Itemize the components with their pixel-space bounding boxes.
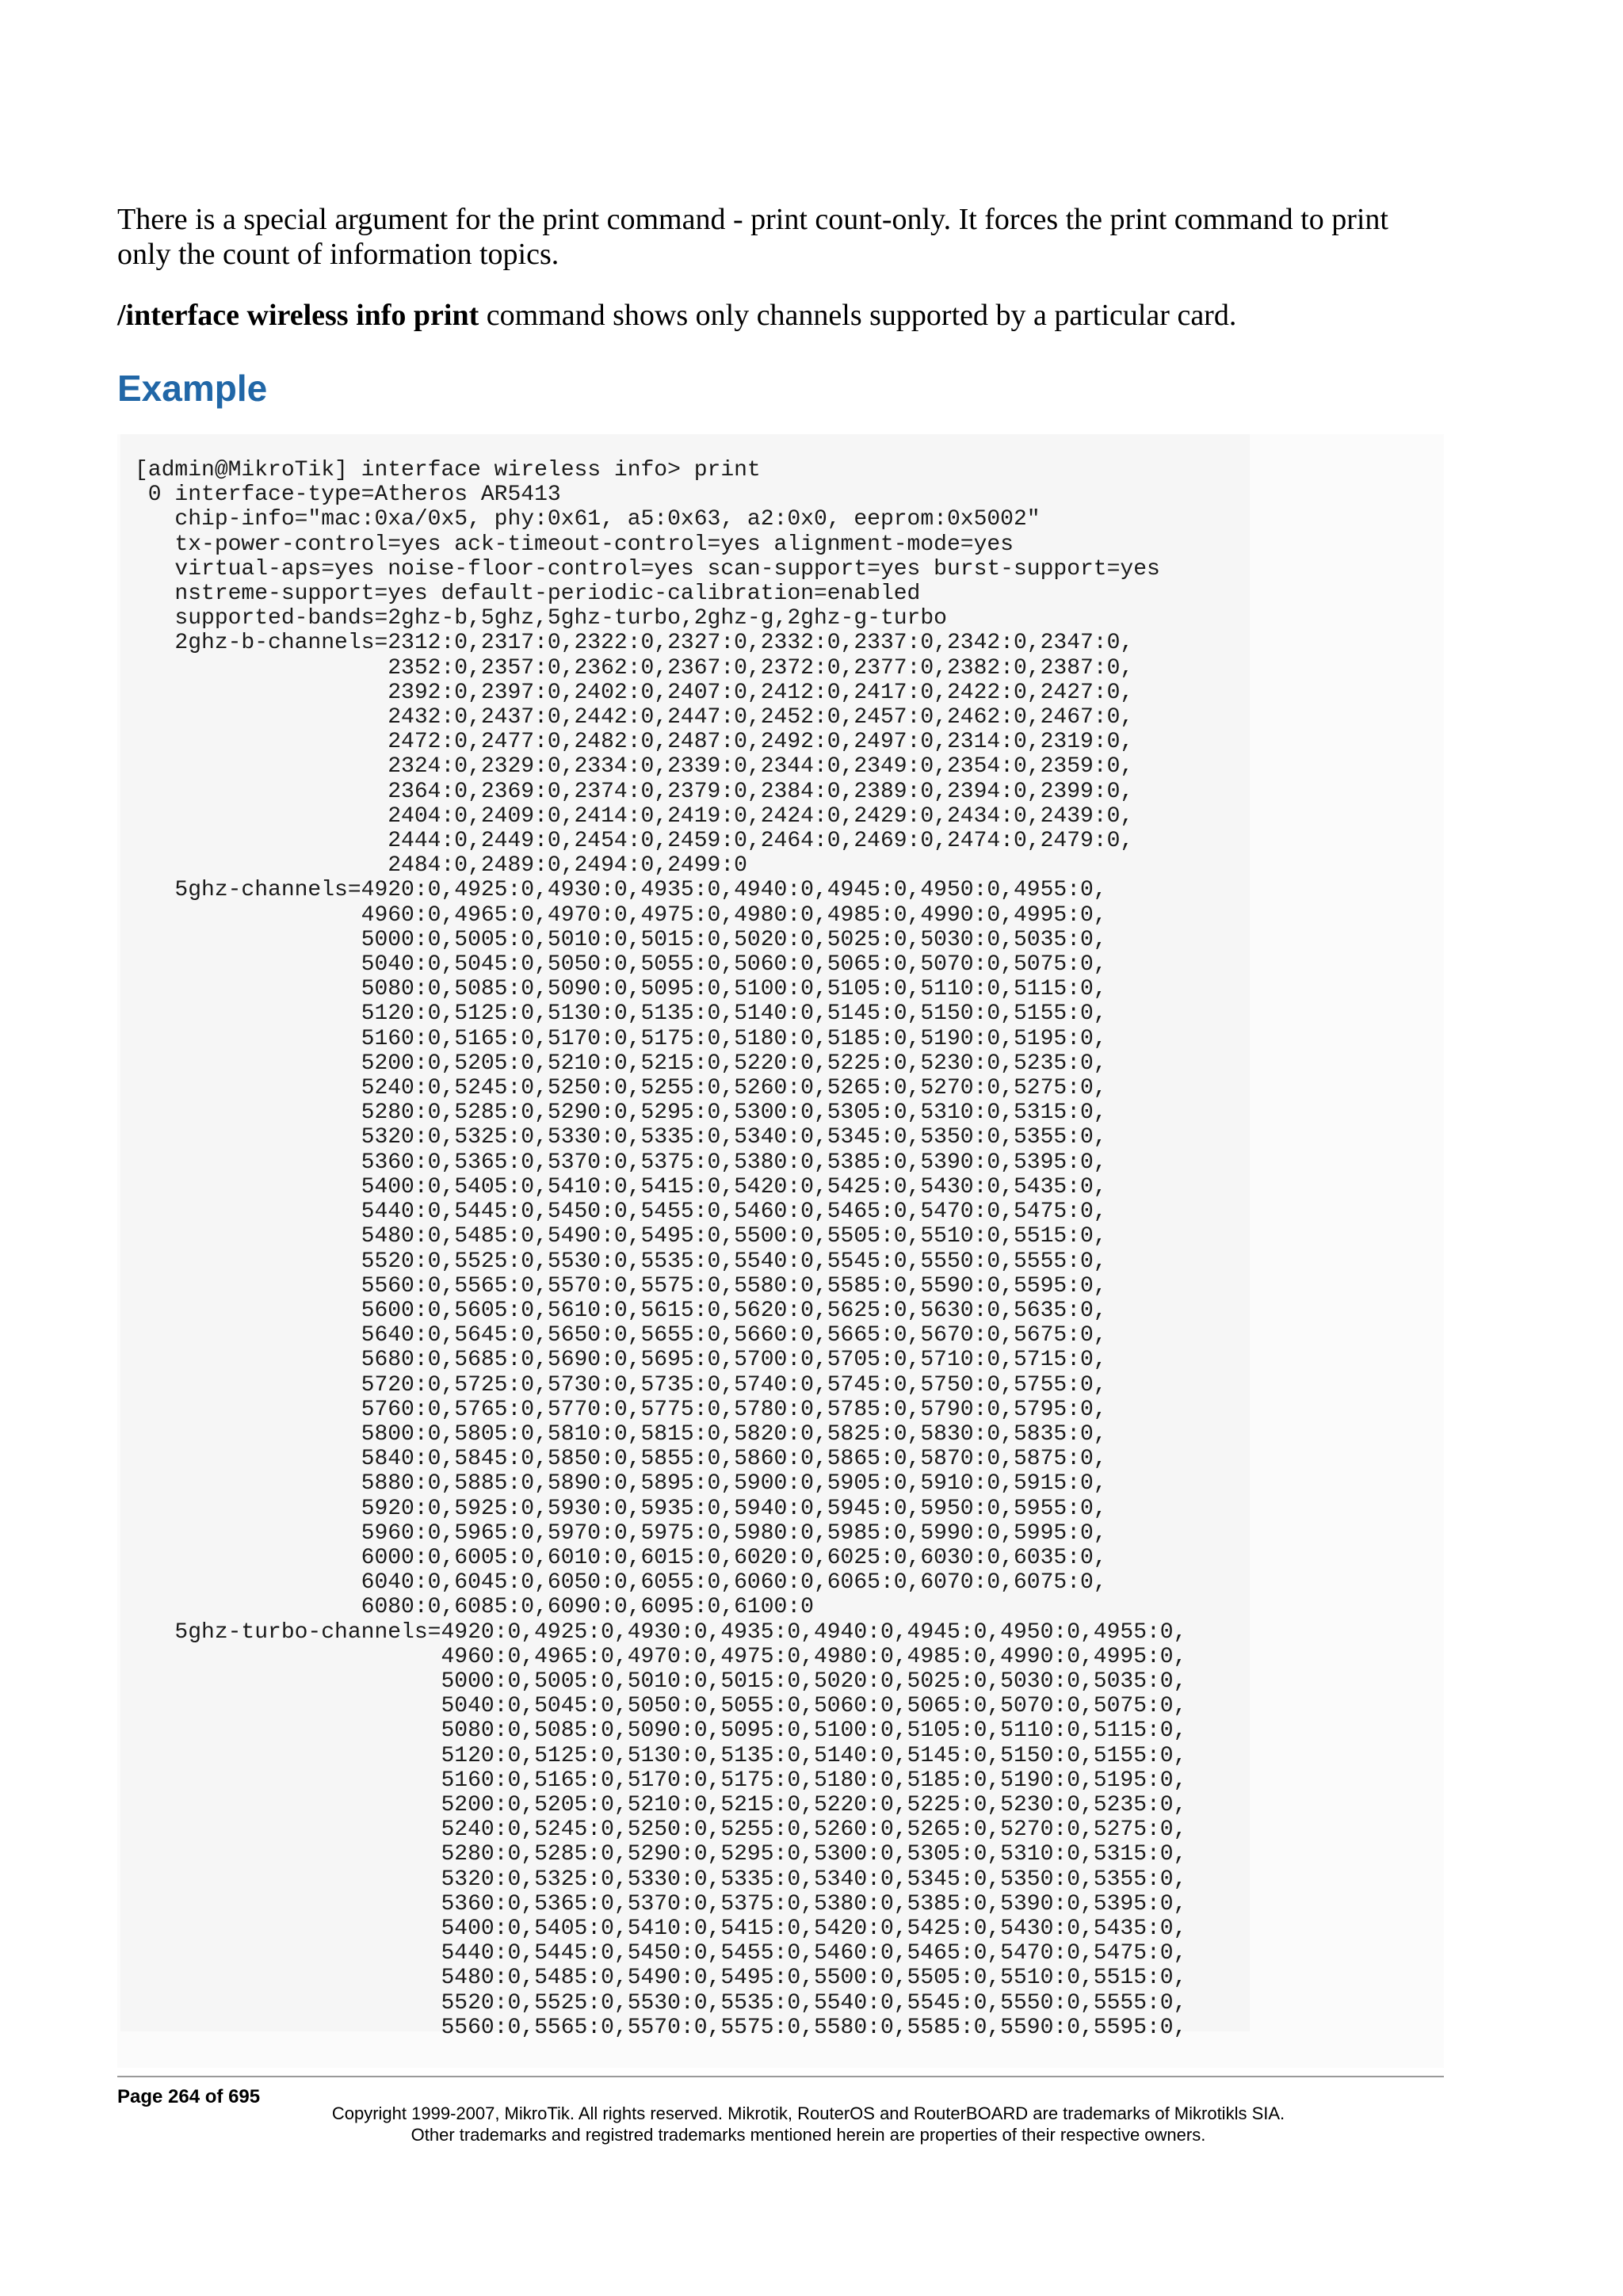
footer-divider [117, 2076, 1444, 2077]
command-name: /interface wireless info print [117, 299, 479, 332]
intro-paragraph-count-only: There is a special argument for the print command - print count-only. It forces the print command to print only the count of information topics. [117, 203, 1388, 271]
command-description: command shows only channels supported by a particular card. [479, 299, 1237, 332]
section-heading: Example [117, 368, 268, 409]
code-block: [admin@MikroTik] interface wireless info> print 0 interface-type=Atheros AR5413 chip-info="mac:0xa/0x5, phy:0x61, a5:0x63, a2:0x0, eeprom:0x5002" tx-power-control=yes ack-timeout-control=yes alignment-mode=yes virtual-aps=yes noise-floor-control=yes scan-support=yes burst-support=yes nstreme-support=yes default-periodic-calibration=enabled supported-bands=2ghz-b,5ghz,5ghz-turbo,2ghz-g,2ghz-g-turbo 2ghz-b-channels=2312:0,2317:0,2322:0,2327:0,2332:0,2337:0,2342:0,2347:0, 2352:0,2357:0,2362:0,2367:0,2372:0,2377:0,2382:0,2387:0, 2392:0,2397:0,2402:0,2407:0,2412:0,2417:0,2422:0,2427:0, 2432:0,2437:0,2442:0,2447:0,2452:0,2457:0,2462:0,2467:0, 2472:0,2477:0,2482:0,2487:0,2492:0,2497:0,2314:0,2319:0, 2324:0,2329:0,2334:0,2339:0,2344:0,2349:0,2354:0,2359:0, 2364:0,2369:0,2374:0,2379:0,2384:0,2389:0,2394:0,2399:0, 2404:0,2409:0,2414:0,2419:0,2424:0,2429:0,2434:0,2439:0, 2444:0,2449:0,2454:0,2459:0,2464:0,2469:0,2474:0,2479:0, 2484:0,2489:0,2494:0,2499:0 5ghz-channels=4920:0,4925:0,4930:0,4935:0,4940:0,4945:0,4950:0,4955:0, 4960:0,4965:0,4970:0,4975:0,4980:0,4985:0,4990:0,4995:0, 5000:0,5005:0,5010:0,5015:0,5020:0,5025:0,5030:0,5035:0, 5040:0,5045:0,5050:0,5055:0,5060:0,5065:0,5070:0,5075:0, 5080:0,5085:0,5090:0,5095:0,5100:0,5105:0,5110:0,5115:0, 5120:0,5125:0,5130:0,5135:0,5140:0,5145:0,5150:0,5155:0, 5160:0,5165:0,5170:0,5175:0,5180:0,5185:0,5190:0,5195:0, 5200:0,5205:0,5210:0,5215:0,5220:0,5225:0,5230:0,5235:0, 5240:0,5245:0,5250:0,5255:0,5260:0,5265:0,5270:0,5275:0, 5280:0,5285:0,5290:0,5295:0,5300:0,5305:0,5310:0,5315:0, 5320:0,5325:0,5330:0,5335:0,5340:0,5345:0,5350:0,5355:0, 5360:0,5365:0,5370:0,5375:0,5380:0,5385:0,5390:0,5395:0, 5400:0,5405:0,5410:0,5415:0,5420:0,5425:0,5430:0,5435:0, 5440:0,5445:0,5450:0,5455:0,5460:0,5465:0,5470:0,5475:0, 5480:0,5485:0,5490:0,5495:0,5500:0,5505:0,5510:0,5515:0, 5520:0,5525:0,5530:0,5535:0,5540:0,5545:0,5550:0,5555:0, 5560:0,5565:0,5570:0,5575:0,5580:0,5585:0,5590:0,5595:0, 5600:0,5605:0,5610:0,5615:0,5620:0,5625:0,5630:0,5635:0, 5640:0,5645:0,5650:0,5655:0,5660:0,5665:0,5670:0,5675:0, 5680:0,5685:0,5690:0,5695:0,5700:0,5705:0,5710:0,5715:0, 5720:0,5725:0,5730:0,5735:0,5740:0,5745:0,5750:0,5755:0, 5760:0,5765:0,5770:0,5775:0,5780:0,5785:0,5790:0,5795:0, 5800:0,5805:0,5810:0,5815:0,5820:0,5825:0,5830:0,5835:0, 5840:0,5845:0,5850:0,5855:0,5860:0,5865:0,5870:0,5875:0, 5880:0,5885:0,5890:0,5895:0,5900:0,5905:0,5910:0,5915:0, 5920:0,5925:0,5930:0,5935:0,5940:0,5945:0,5950:0,5955:0, 5960:0,5965:0,5970:0,5975:0,5980:0,5985:0,5990:0,5995:0, 6000:0,6005:0,6010:0,6015:0,6020:0,6025:0,6030:0,6035:0, 6040:0,6045:0,6050:0,6055:0,6060:0,6065:0,6070:0,6075:0, 6080:0,6085:0,6090:0,6095:0,6100:0 5ghz-turbo-channels=4920:0,4925:0,4930:0,4935:0,4940:0,4945:0,4950:0,4955:0, 4960:0,4965:0,4970:0,4975:0,4980:0,4985:0,4990:0,4995:0, 5000:0,5005:0,5010:0,5015:0,5020:0,5025:0,5030:0,5035:0, 5040:0,5045:0,5050:0,5055:0,5060:0,5065:0,5070:0,5075:0, 5080:0,5085:0,5090:0,5095:0,5100:0,5105:0,5110:0,5115:0, 5120:0,5125:0,5130:0,5135:0,5140:0,5145:0,5150:0,5155:0, 5160:0,5165:0,5170:0,5175:0,5180:0,5185:0,5190:0,5195:0, 5200:0,5205:0,5210:0,5215:0,5220:0,5225:0,5230:0,5235:0, 5240:0,5245:0,5250:0,5255:0,5260:0,5265:0,5270:0,5275:0, 5280:0,5285:0,5290:0,5295:0,5300:0,5305:0,5310:0,5315:0, 5320:0,5325:0,5330:0,5335:0,5340:0,5345:0,5350:0,5355:0, 5360:0,5365:0,5370:0,5375:0,5380:0,5385:0,5390:0,5395:0, 5400:0,5405:0,5410:0,5415:0,5420:0,5425:0,5430:0,5435:0, 5440:0,5445:0,5450:0,5455:0,5460:0,5465:0,5470:0,5475:0, 5480:0,5485:0,5490:0,5495:0,5500:0,5505:0,5510:0,5515:0, 5520:0,5525:0,5530:0,5535:0,5540:0,5545:0,5550:0,5555:0, 5560:0,5565:0,5570:0,5575:0,5580:0,5585:0,5590:0,5595:0, [135, 458, 1187, 2040]
page-number: Page 264 of 695 [117, 2086, 261, 2107]
copyright-line-1: Copyright 1999-2007, MikroTik. All rights reserved. Mikrotik, RouterOS and RouterBOARD are trademarks of Mikrotikls SIA. [331, 2103, 1285, 2123]
copyright-line-2: Other trademarks and registred trademarks mentioned herein are properties of their respective owners. [411, 2125, 1206, 2145]
intro-paragraph-info-print [117, 298, 1441, 333]
